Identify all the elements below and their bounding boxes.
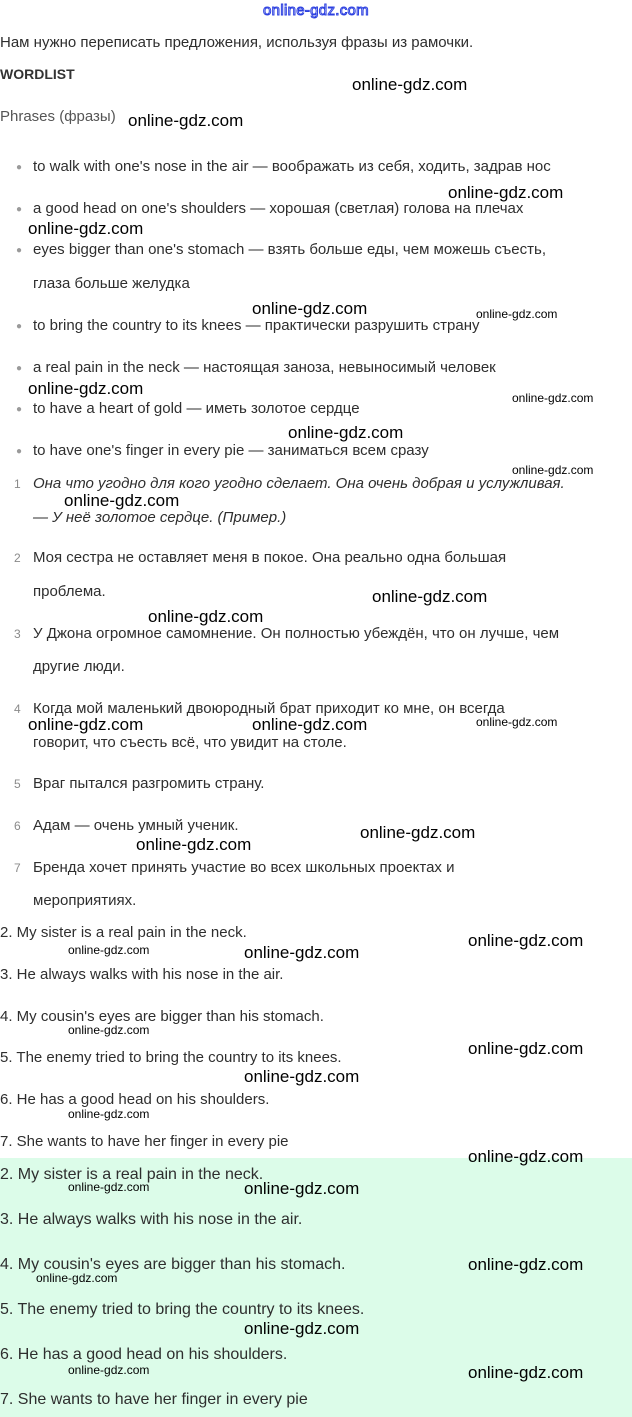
answer-line: 5. The enemy tried to bring the country to its knees.	[0, 1049, 342, 1066]
watermark: online-gdz.com	[68, 1180, 150, 1194]
exercise-line: говорит, что съесть всё, что увидит на столе.	[33, 734, 347, 751]
watermark: online-gdz.com	[244, 1319, 360, 1338]
exercise-line: У Джона огромное самомнение. Он полностью убеждён, что он лучше, чем	[33, 625, 560, 642]
answer-line-highlighted: 5. The enemy tried to bring the country to its knees.	[0, 1301, 365, 1318]
watermark: online-gdz.com	[448, 183, 564, 202]
phrase-item: a real pain in the neck — настоящая заноза, невыносимый человек	[33, 359, 496, 376]
answer-line-highlighted: 3. He always walks with his nose in the air.	[0, 1211, 303, 1228]
answer-line: 7. She wants to have her finger in every pie	[0, 1133, 289, 1150]
phrase-item: a good head on one's shoulders — хорошая (светлая) голова на плечах	[33, 200, 524, 217]
bullet-icon: ●	[16, 404, 23, 415]
watermark: online-gdz.com	[468, 1255, 584, 1274]
bullet-icon: ●	[16, 204, 23, 215]
exercise-number: 1	[14, 477, 21, 491]
exercise-number: 4	[14, 702, 21, 716]
watermark: online-gdz.com	[244, 1179, 360, 1198]
exercise-number: 3	[14, 627, 21, 641]
exercise-line: проблема.	[33, 583, 106, 600]
exercise-number: 6	[14, 819, 21, 833]
bullet-icon: ●	[16, 162, 23, 173]
watermark: online-gdz.com	[476, 307, 558, 321]
answer-line: 4. My cousin's eyes are bigger than his stomach.	[0, 1008, 324, 1025]
bullet-icon: ●	[16, 446, 23, 457]
watermark: online-gdz.com	[252, 299, 368, 318]
watermark: online-gdz.com	[64, 491, 180, 510]
watermark: online-gdz.com	[468, 1363, 584, 1382]
watermark: online-gdz.com	[468, 931, 584, 950]
watermark: online-gdz.com	[352, 75, 468, 94]
exercise-line: — У неё золотое сердце. (Пример.)	[33, 509, 287, 526]
answer-line-highlighted: 6. He has a good head on his shoulders.	[0, 1346, 288, 1363]
watermark: online-gdz.com	[68, 1107, 150, 1121]
exercise-line: Враг пытался разгромить страну.	[33, 775, 265, 792]
phrases-heading: Phrases (фразы)	[0, 108, 116, 125]
bullet-icon: ●	[16, 245, 23, 256]
bullet-icon: ●	[16, 363, 23, 374]
watermark: online-gdz.com	[68, 1363, 150, 1377]
watermark: online-gdz.com	[476, 715, 558, 729]
watermark: online-gdz.com	[468, 1147, 584, 1166]
watermark: online-gdz.com	[512, 391, 594, 405]
watermark: online-gdz.com	[372, 587, 488, 606]
watermark: online-gdz.com	[288, 423, 404, 442]
exercise-line: Она что угодно для кого угодно сделает. Она очень добрая и услужливая.	[33, 475, 565, 492]
exercise-line: мероприятиях.	[33, 892, 137, 909]
answer-line: 2. My sister is a real pain in the neck.	[0, 924, 247, 941]
watermark: online-gdz.com	[28, 219, 144, 238]
watermark: online-gdz.com	[28, 379, 144, 398]
exercise-number: 7	[14, 861, 21, 875]
exercise-number: 5	[14, 777, 21, 791]
phrase-item: eyes bigger than one's stomach — взять больше еды, чем можешь съесть,	[33, 241, 546, 258]
instruction-text: Нам нужно переписать предложения, используя фразы из рамочки.	[0, 34, 474, 51]
phrase-item: to walk with one's nose in the air — воображать из себя, ходить, задрав нос	[33, 158, 551, 175]
wordlist-heading: WORDLIST	[0, 66, 75, 82]
answer-line-highlighted: 2. My sister is a real pain in the neck.	[0, 1166, 264, 1183]
phrase-item: to have one's finger in every pie — заниматься всем сразу	[33, 442, 429, 459]
answer-line: 6. He has a good head on his shoulders.	[0, 1091, 270, 1108]
bullet-icon: ●	[16, 321, 23, 332]
exercise-line: Бренда хочет принять участие во всех школьных проектах и	[33, 859, 455, 876]
exercise-line: другие люди.	[33, 658, 125, 675]
watermark: online-gdz.com	[148, 607, 264, 626]
watermark: online-gdz.com	[360, 823, 476, 842]
answer-line-highlighted: 4. My cousin's eyes are bigger than his stomach.	[0, 1256, 346, 1273]
watermark: online-gdz.com	[244, 1067, 360, 1086]
phrase-item: to bring the country to its knees — практически разрушить страну	[33, 317, 480, 334]
watermark: online-gdz.com	[68, 943, 150, 957]
top-watermark: online-gdz.com	[263, 2, 369, 19]
exercise-line: Когда мой маленький двоюродный брат приходит ко мне, он всегда	[33, 700, 505, 717]
phrase-item-continued: глаза больше желудка	[33, 275, 190, 292]
exercise-number: 2	[14, 551, 21, 565]
watermark: online-gdz.com	[252, 715, 368, 734]
phrase-item: to have a heart of gold — иметь золотое сердце	[33, 400, 360, 417]
exercise-line: Моя сестра не оставляет меня в покое. Она реально одна большая	[33, 549, 507, 566]
watermark: online-gdz.com	[512, 463, 594, 477]
answer-line: 3. He always walks with his nose in the air.	[0, 966, 284, 983]
watermark: online-gdz.com	[468, 1039, 584, 1058]
watermark: online-gdz.com	[244, 943, 360, 962]
exercise-line: Адам — очень умный ученик.	[33, 817, 239, 834]
watermark: online-gdz.com	[36, 1271, 118, 1285]
watermark: online-gdz.com	[68, 1023, 150, 1037]
watermark: online-gdz.com	[28, 715, 144, 734]
answer-line-highlighted: 7. She wants to have her finger in every pie	[0, 1391, 308, 1408]
watermark: online-gdz.com	[136, 835, 252, 854]
watermark: online-gdz.com	[128, 111, 244, 130]
